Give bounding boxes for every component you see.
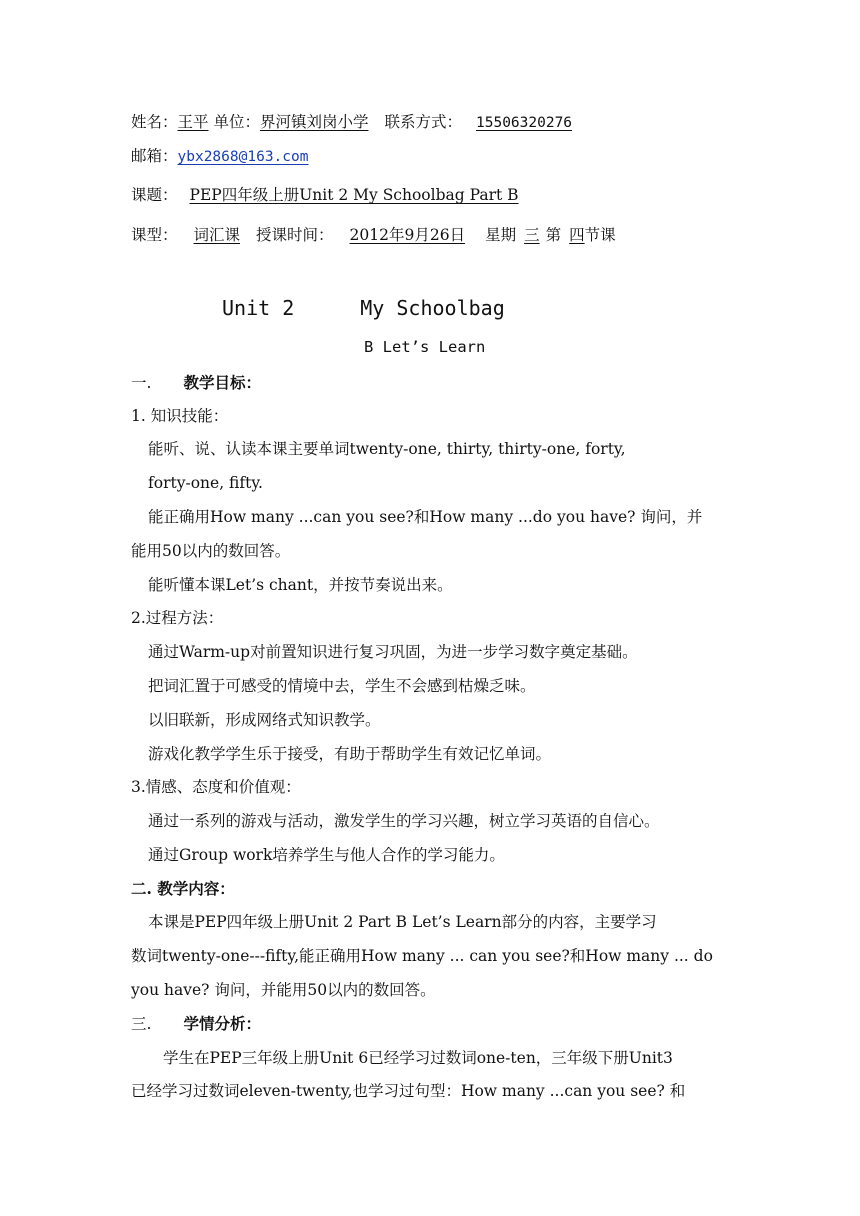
title-name: My Schoolbag [360,296,505,320]
document-subtitle: B Let’s Learn [364,338,486,356]
type-value: 词汇课 [193,226,241,244]
section-2-heading: 二. 教学内容： [131,879,235,898]
paragraph-line: 本课是PEP四年级上册Unit 2 Part B Let’s Learn部分的内容，主要学习 [148,913,657,931]
paragraph-line: 已经学习过数词eleven-twenty,也学习过句型：How many ...can you see? 和 [131,1082,686,1100]
section-3-number: 三. [131,1015,152,1033]
info-line-type [131,225,616,245]
topic-label: 课题： [131,186,178,204]
contact-label: 联系方式： [384,113,462,131]
paragraph-line: 能听懂本课Let’s chant，并按节奏说出来。 [148,576,453,594]
subsection-1-3: 3.情感、态度和价值观： [131,778,301,796]
subsection-1-2: 2.过程方法： [131,609,224,627]
period-label: 第 [545,226,562,244]
paragraph-line: 以旧联新，形成网络式知识教学。 [148,711,381,729]
title-unit: Unit 2 [222,296,295,320]
week-label: 星期 [485,226,517,244]
info-line-email [131,146,308,167]
week-value: 三 [524,226,540,244]
paragraph-line: you have? 询问，并能用50以内的数回答。 [131,981,436,999]
name-value: 王平 [177,113,209,131]
type-label: 课型： [131,226,178,244]
paragraph-line: forty-one, fifty. [148,474,263,492]
paragraph-line: 通过Group work培养学生与他人合作的学习能力。 [148,846,505,864]
unit-value: 界河镇刘岗小学 [259,113,369,131]
topic-value: PEP四年级上册Unit 2 My Schoolbag Part B [189,186,519,204]
section-3-heading [131,1014,261,1034]
paragraph-line: 能正确用How many ...can you see?和How many ...do you have? 询问，并 [148,508,703,526]
section-1-title: 教学目标： [183,373,261,392]
paragraph-line: 能用50以内的数回答。 [131,542,291,560]
paragraph-line: 通过一系列的游戏与活动，激发学生的学习兴趣，树立学习英语的自信心。 [148,812,660,830]
paragraph-line: 能听、说、认读本课主要单词twenty-one, thirty, thirty-one, forty, [148,440,626,458]
email-link[interactable]: ybx2868@163.com [177,149,309,165]
period-value: 四 [569,226,585,244]
paragraph-line: 游戏化教学学生乐于接受，有助于帮助学生有效记忆单词。 [148,745,552,763]
contact-value: 15506320276 [476,115,573,131]
section-1-number: 一. [131,374,152,392]
paragraph-line: 数词twenty-one---fifty,能正确用How many ... can you see?和How many ... do [131,947,713,965]
document-title [222,296,505,320]
subsection-1-1: 1. 知识技能： [131,407,229,425]
period-suffix: 节课 [584,226,616,244]
info-line-topic [131,185,519,205]
time-label: 授课时间： [256,226,334,244]
name-label: 姓名： [131,113,178,131]
paragraph-line: 通过Warm-up对前置知识进行复习巩固，为进一步学习数字奠定基础。 [148,643,638,661]
unit-label: 单位： [208,113,260,131]
time-value: 2012年9月26日 [349,226,466,244]
section-3-title: 学情分析： [183,1014,261,1033]
section-1-heading [131,373,261,393]
paragraph-line: 学生在PEP三年级上册Unit 6已经学习过数词one-ten，三年级下册Unit3 [163,1049,673,1067]
email-label: 邮箱： [131,147,178,165]
paragraph-line: 把词汇置于可感受的情境中去，学生不会感到枯燥乏味。 [148,677,536,695]
info-line-name [131,112,572,133]
